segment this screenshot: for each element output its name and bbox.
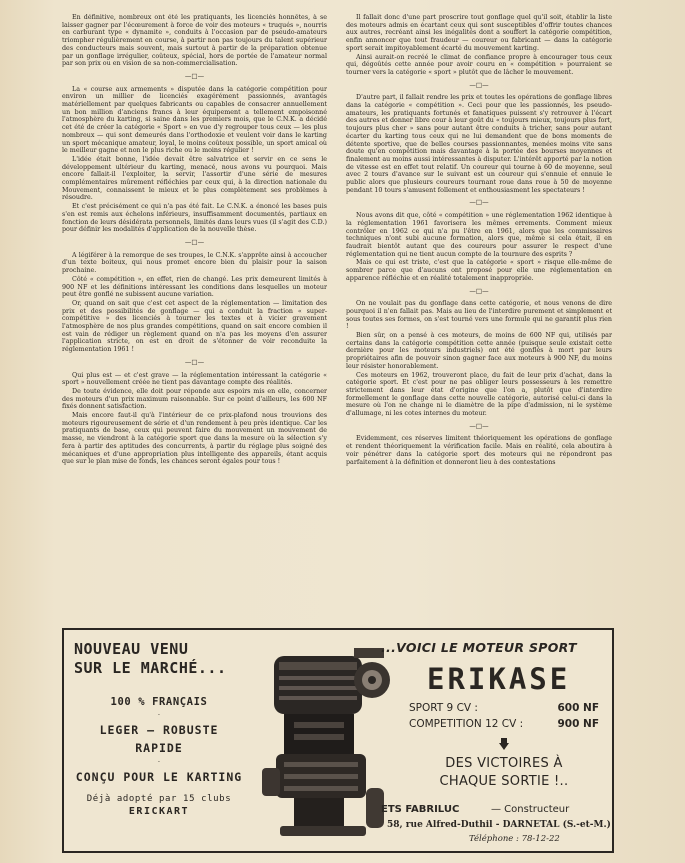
arrow-down-icon xyxy=(499,738,509,750)
article-paragraph: La « course aux armements » disputée dans la catégorie compétition pour environ un millier de licenciés exagérément passionnés, avantagés matériellement par quelques fabricants ou capables de consacrer annuellement un bon million d'anciens francs à leur équipement a tellement empoisonné l'atmosphère du karting, si saine dans les premiers mois, que le C.N.K. a décidé cet été de créer la catégorie « Sport » en vue d'y regrouper tous ceux — les plus nombreux — qui sont demeurés dans l'orthodoxie et veulent voir dans le karting un sport mécanique amateur, loyal, le moins coûteux possible, un sport amical où le meilleur gagne et non le plus riche ou le moins régulier ! xyxy=(62,85,327,155)
article-left-column xyxy=(62,14,327,622)
article-paragraph: En définitive, nombreux ont été les pratiquants, les licenciés honnêtes, à se laisser gagner par l'écœurement à force de voir des moteurs « truqués », nourris en carburant type « dynamite », conduits à l'occasion par de pseudo-amateurs triompher régulièrement en course, à partir non pas toujours du talent supérieur des conducteurs mais souvent, mais surtout à partir de la préparation obtenue par un gonflage irrégulier, coûteux, spécial, hors de portée de l'amateur normal par son prix ou en vision de sa non-commercialisation. xyxy=(62,14,327,68)
ad-dot-separator: · xyxy=(157,710,161,719)
ad-designed: CONÇU POUR LE KARTING xyxy=(75,770,243,784)
article-paragraph: Mais ce qui est triste, c'est que la catégorie « sport » risque elle-même de sombrer parce que d'aucuns ont proposé pour elle une réglementation en apparence réfléchie et en réalité totalement inappropriée. xyxy=(346,259,612,282)
article-paragraph: D'autre part, il fallait rendre les prix et toutes les opérations de gonflage libres dans la catégorie « compétition ». Ceci pour que les passionnés, les pseudo-amateurs, les pratiquants fortunés et fanatiques puissent s'y retrouver à l'écart des autres et donner libre cour à leur goût du « toujours mieux, toujours plus fort, toujours plus cher » sans pour autant être conduits à tricher, sans pour autant écarter du karting tous ceux qui ne lui demandent que de bons moments de détente sportive, que de belles courses passionnantes, menées moins vite sans doute qu'en compétition mais davantage à la portée des bourses moyennes et finalement au moins aussi intéressantes à disputer. L'intérêt apporté par la notion de vitesse est en effet tout relatif. Un coureur qui tourne à 60 de moyenne, seul avec 2 tours d'avance sur le suivant est un coureur qui s'ennuie et ennuie le public alors que plusieurs coureurs tournant roue dans roue à 50 de moyenne pendant 10 tours s'amusent follement et enthousiasment les spectateurs ! xyxy=(346,94,612,194)
ad-spec-comp-price: 900 NF xyxy=(557,718,599,730)
article-paragraph: Mais encore faut-il qu'à l'intérieur de ce prix-plafond nous trouvions des moteurs rigoureusement de série et d'un rendement à peu près identique. Car les pratiquants de base, ceux qui peuvent faire du mouvement un mouvement de masse, ne viendront à la catégorie sport que dans la mesure où la sélection s'y fera à partir des aptitudes des concurrents, à partir du réglage plus soigné des mécaniques et d'une appropriation plus intelligente des appareils, étant acquis que sur le plan mise de fonds, les chances seront égales pour tous ! xyxy=(62,412,327,466)
ad-spec-sport xyxy=(409,702,599,714)
ad-spec-sport-label: SPORT 9 CV : xyxy=(409,702,478,714)
section-separator: —□— xyxy=(469,286,489,295)
section-separator: —□— xyxy=(469,80,489,89)
ad-adopted: Déjà adopté par 15 clubs xyxy=(86,794,232,804)
ad-erickart: ERICKART xyxy=(128,806,190,817)
ad-spec-sport-price: 600 NF xyxy=(557,702,599,714)
ad-spec-comp-label: COMPETITION 12 CV : xyxy=(409,718,524,730)
article-paragraph: Ces moteurs en 1962, trouveront place, du fait de leur prix d'achat, dans la catégorie sport. Et c'est pour ne pas obliger leurs possesseurs à les remettre strictement dans leur état d'origine que l'on a, plutôt que d'interdire formellement le gonflage dans cette nouvelle catégorie, autorisé celui-ci dans la mesure où l'on ne change ni le diamètre de la pipe d'admission, ni le système d'allumage, ni les cotes internes du moteur. xyxy=(346,371,612,418)
ad-french: 100 % FRANÇAIS xyxy=(110,696,208,708)
section-separator: —□— xyxy=(469,421,489,430)
ad-victoires-2: CHAQUE SORTIE !.. xyxy=(439,774,569,789)
ad-left-panel xyxy=(74,640,244,817)
ad-constructeur: — Constructeur xyxy=(491,804,570,815)
article-paragraph: Evidemment, ces réserves limitent théoriquement les opérations de gonflage et rendent théoriquement la vérification facile. Mais en réalité, cela aboutira à voir pénétrer dans la catégorie sport des moteurs qui ne répondront pas parfaitement à la définition et donneront lieu à des contestations xyxy=(346,435,612,466)
ad-headline-2: SUR LE MARCHÉ... xyxy=(74,659,227,677)
ad-ets-name: ETS FABRILUC xyxy=(381,804,460,815)
section-separator: —□— xyxy=(469,198,489,207)
ad-brand-name: ERIKASE xyxy=(427,662,571,696)
article-paragraph: L'idée était bonne, l'idée devait être salvatrice et servir en ce sens le développement ultérieur du karting, menacé, nous avons vu pourquoi. Mais encore fallait-il l'exploiter, la servir, l'assortir d'une série de mesures complémentaires mûrement réfléchies par ceux qui, à la direction nationale du Mouvement, connaissent le mieux et le plus complètement ses problèmes à résoudre. xyxy=(62,155,327,202)
article-paragraph: On ne voulait pas du gonflage dans cette catégorie, et nous venons de dire pourquoi il n'en fallait pas. Mais au lieu de l'interdire purement et simplement et sous toutes ses formes, on s'est tourné vers une formule qui ne garantit plus rien ! xyxy=(346,300,612,331)
section-separator: —□— xyxy=(184,71,205,80)
article-paragraph: Nous avons dit que, côté « compétition » une réglementation 1962 identique à la réglementation 1961 favorisera les mêmes errements. Comment mieux contrôler en 1962 ce qui n'a pu l'être en 1961, alors que les commissaires techniques n'ont subi aucune formation, alors que, même si cela était, il en faudrait bientôt autant que des coureurs pour assurer le respect d'une réglementation qui ne tient aucun compte de la tournure des esprits ? xyxy=(346,212,612,258)
article-paragraph: Côté « compétition », en effet, rien de changé. Les prix demeurent limités à 900 NF et les définitions intéressant les conditions dans lesquelles un moteur peut être gonflé ne subissent aucune variation. xyxy=(62,275,327,299)
section-separator: —□— xyxy=(184,357,205,366)
article-paragraph: Et c'est précisément ce qui n'a pas été fait. Le C.N.K. a énoncé les bases puis s'en est remis aux échelons inférieurs, insuffisamment documentés, partiaux en fonction de leurs désidérata personnels, limités dans leurs vues (il s'agit des C.D.) pour définir les modalités d'application de la nouvelle thèse. xyxy=(62,203,327,234)
article-paragraph: De toute évidence, elle doit pour réponde aux espoirs mis en elle, concerner des moteurs d'un prix maximum raisonnable. Sur ce point d'ailleurs, les 600 NF fixés donnent satisfaction. xyxy=(62,387,327,411)
article-paragraph: Qui plus est — et c'est grave — la réglementation intéressant la catégorie « sport » nouvellement créée ne tient pas davantage compte des réalités. xyxy=(62,371,327,387)
ad-dot-separator: · xyxy=(157,757,161,766)
ad-rapid: RAPIDE xyxy=(135,741,183,755)
ad-telephone: Téléphone : 78-12-22 xyxy=(469,834,560,844)
article-paragraph: A légiférer à la remorque de ses troupes, le C.N.K. s'apprête ainsi à accoucher d'un texte boiteux, qui nous promet encore bien du plaisir pour la saison prochaine. xyxy=(62,251,327,275)
kart-engine-photo xyxy=(254,638,399,848)
article-paragraph: Or, quand on sait que c'est cet aspect de la réglementation — limitation des prix et des possibilités de gonflage — qui a conduit la fraction « super-compétitive » des licenciés à tourner les textes et à vicier gravement l'atmosphère de nos plus grandes compétitions, quand on sait encore combien il est vain de rédiger un règlement quand on n'a pas les moyens d'en assurer l'application stricte, on est en droit de s'étonner de voir reconduite la réglementation 1961 ! xyxy=(62,299,327,354)
ad-slogan: ...VOICI LE MOTEUR SPORT xyxy=(381,640,577,655)
article-paragraph: Ainsi aurait-on recréé le climat de confiance propre à encourager tous ceux qui, dégoûtés cette année pour avoir couru en « compétition » pourraient se tourner vers la catégorie « sport » plutôt que de lâcher le mouvement. xyxy=(346,53,612,76)
ad-spec-competition xyxy=(409,718,599,730)
ad-headline-1: NOUVEAU VENU xyxy=(74,640,189,658)
erikase-advertisement xyxy=(62,628,614,853)
section-separator: —□— xyxy=(184,237,205,246)
ad-address: 58, rue Alfred-Duthil - DARNETAL (S.-et-M.) xyxy=(387,820,611,830)
ad-victoires-1: DES VICTOIRES À xyxy=(445,756,563,771)
article-paragraph: Bien sûr, on a pensé à ces moteurs, de moins de 600 NF qui, utilisés par certains dans la catégorie compétition cette année (puisque seule existait cette dernière pour les moteurs industriels) ont été gonflés à mort par leurs propriétaires afin de pouvoir sinon gagner face aux moteurs à 900 NF, du moins leur résister honorablement. xyxy=(346,332,612,370)
article-right-column xyxy=(346,14,612,622)
article-paragraph: Il fallait donc d'une part proscrire tout gonflage quel qu'il soit, établir la liste des moteurs admis en écartant ceux qui sont susceptibles d'offrir toutes chances aux autres, recréant ainsi les inégalités dont a souffert la catégorie compétition, enfin annoncer que tout fraudeur — coureur ou fabricant — dans la catégorie sport serait impitoyablement écarté du mouvement karting. xyxy=(346,14,612,52)
ad-light: LEGER — ROBUSTE xyxy=(99,723,219,737)
